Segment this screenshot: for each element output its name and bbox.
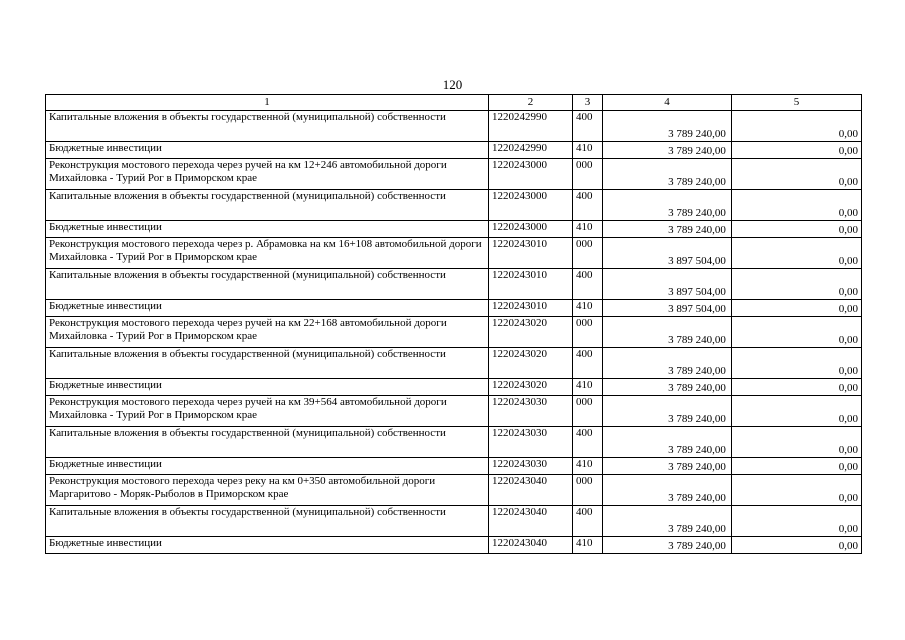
cell-sum-value: 3 789 240,00	[668, 334, 726, 346]
cell-name: Бюджетные инвестиции	[46, 221, 489, 238]
cell-vr: 400	[573, 348, 603, 379]
cell-vr: 000	[573, 238, 603, 269]
table-row	[46, 458, 862, 475]
cell-name: Реконструкция мостового перехода через ручей на км 39+564 автомобильной дороги Михайловка - Турий Рог в Приморском крае	[46, 396, 489, 427]
cell-vr: 410	[573, 300, 603, 317]
cell-sum-value: 3 897 504,00	[668, 255, 726, 267]
cell-sum	[603, 475, 732, 506]
cell-code: 1220243040	[489, 475, 573, 506]
cell-name: Реконструкция мостового перехода через ручей на км 12+246 автомобильной дороги Михайловка - Турий Рог в Приморском крае	[46, 159, 489, 190]
cell-vr: 000	[573, 317, 603, 348]
budget-table	[45, 94, 862, 554]
cell-sum	[603, 317, 732, 348]
page-number: 120	[442, 77, 463, 92]
cell-name: Капитальные вложения в объекты государственной (муниципальной) собственности	[46, 111, 489, 142]
cell-vr: 410	[573, 221, 603, 238]
cell-sum	[603, 221, 732, 238]
cell-sum-value: 3 789 240,00	[668, 492, 726, 504]
cell-name: Капитальные вложения в объекты государственной (муниципальной) собственности	[46, 269, 489, 300]
cell-plan: 0,00	[732, 317, 862, 348]
cell-plan: 0,00	[732, 269, 862, 300]
table-row	[46, 159, 862, 190]
cell-sum-value: 3 789 240,00	[668, 128, 726, 140]
table-body	[46, 95, 862, 554]
table-row	[46, 221, 862, 238]
cell-name: Капитальные вложения в объекты государственной (муниципальной) собственности	[46, 348, 489, 379]
cell-sum	[603, 396, 732, 427]
cell-plan: 0,00	[732, 190, 862, 221]
table-row	[46, 190, 862, 221]
cell-plan: 0,00	[732, 300, 862, 317]
cell-code: 1220243030	[489, 396, 573, 427]
cell-name: Реконструкция мостового перехода через р. Абрамовка на км 16+108 автомобильной дороги Михайловка - Турий Рог в Приморском крае	[46, 238, 489, 269]
cell-sum	[603, 159, 732, 190]
header-col-plan: 5	[732, 95, 862, 111]
cell-plan: 0,00	[732, 537, 862, 554]
cell-vr: 400	[573, 269, 603, 300]
cell-code: 1220243010	[489, 300, 573, 317]
table-row	[46, 396, 862, 427]
cell-sum	[603, 458, 732, 475]
cell-sum-value: 3 789 240,00	[668, 523, 726, 535]
cell-sum	[603, 506, 732, 537]
cell-sum	[603, 111, 732, 142]
table-row	[46, 427, 862, 458]
cell-sum-value: 3 789 240,00	[668, 413, 726, 425]
table-row	[46, 142, 862, 159]
table-row	[46, 238, 862, 269]
cell-vr: 000	[573, 396, 603, 427]
header-col-code: 2	[489, 95, 573, 111]
cell-code: 1220243010	[489, 269, 573, 300]
table-row	[46, 317, 862, 348]
cell-sum-value: 3 789 240,00	[668, 176, 726, 188]
cell-plan: 0,00	[732, 458, 862, 475]
table-row	[46, 379, 862, 396]
cell-code: 1220243010	[489, 238, 573, 269]
cell-sum-value: 3 789 240,00	[668, 207, 726, 219]
cell-vr: 000	[573, 159, 603, 190]
table-row	[46, 300, 862, 317]
cell-vr: 410	[573, 379, 603, 396]
cell-plan: 0,00	[732, 348, 862, 379]
table-row	[46, 506, 862, 537]
header-row	[46, 95, 862, 111]
header-col-sum: 4	[603, 95, 732, 111]
cell-sum	[603, 379, 732, 396]
cell-plan: 0,00	[732, 238, 862, 269]
cell-sum	[603, 300, 732, 317]
cell-name: Бюджетные инвестиции	[46, 142, 489, 159]
cell-plan: 0,00	[732, 111, 862, 142]
cell-vr: 400	[573, 111, 603, 142]
cell-sum-value: 3 789 240,00	[668, 224, 726, 236]
cell-code: 1220243030	[489, 427, 573, 458]
cell-sum-value: 3 789 240,00	[668, 444, 726, 456]
cell-name: Бюджетные инвестиции	[46, 458, 489, 475]
cell-name: Бюджетные инвестиции	[46, 300, 489, 317]
cell-plan: 0,00	[732, 427, 862, 458]
cell-sum	[603, 238, 732, 269]
cell-code: 1220243000	[489, 190, 573, 221]
cell-vr: 410	[573, 537, 603, 554]
cell-vr: 410	[573, 142, 603, 159]
cell-sum-value: 3 897 504,00	[668, 286, 726, 298]
cell-code: 1220243020	[489, 348, 573, 379]
cell-name: Реконструкция мостового перехода через реку на км 0+350 автомобильной дороги Маргаритово - Моряк-Рыболов в Приморском крае	[46, 475, 489, 506]
table-row	[46, 537, 862, 554]
cell-code: 1220243020	[489, 379, 573, 396]
cell-code: 1220243020	[489, 317, 573, 348]
cell-vr: 400	[573, 427, 603, 458]
cell-sum-value: 3 897 504,00	[668, 303, 726, 315]
table-row	[46, 348, 862, 379]
cell-name: Капитальные вложения в объекты государственной (муниципальной) собственности	[46, 506, 489, 537]
cell-plan: 0,00	[732, 379, 862, 396]
table-row	[46, 269, 862, 300]
cell-plan: 0,00	[732, 475, 862, 506]
cell-sum-value: 3 789 240,00	[668, 145, 726, 157]
cell-code: 1220242990	[489, 142, 573, 159]
cell-name: Капитальные вложения в объекты государственной (муниципальной) собственности	[46, 427, 489, 458]
cell-plan: 0,00	[732, 506, 862, 537]
cell-sum	[603, 537, 732, 554]
cell-sum	[603, 142, 732, 159]
cell-sum-value: 3 789 240,00	[668, 382, 726, 394]
cell-sum	[603, 190, 732, 221]
cell-vr: 000	[573, 475, 603, 506]
cell-plan: 0,00	[732, 159, 862, 190]
header-col-name: 1	[46, 95, 489, 111]
cell-sum-value: 3 789 240,00	[668, 540, 726, 552]
cell-plan: 0,00	[732, 396, 862, 427]
cell-sum	[603, 269, 732, 300]
cell-code: 1220243000	[489, 159, 573, 190]
cell-plan: 0,00	[732, 142, 862, 159]
cell-plan: 0,00	[732, 221, 862, 238]
cell-sum	[603, 348, 732, 379]
header-col-vr: 3	[573, 95, 603, 111]
cell-code: 1220243040	[489, 537, 573, 554]
cell-name: Реконструкция мостового перехода через ручей на км 22+168 автомобильной дороги Михайловка - Турий Рог в Приморском крае	[46, 317, 489, 348]
cell-sum-value: 3 789 240,00	[668, 461, 726, 473]
cell-code: 1220243040	[489, 506, 573, 537]
cell-code: 1220243030	[489, 458, 573, 475]
table-row	[46, 111, 862, 142]
cell-sum	[603, 427, 732, 458]
cell-name: Бюджетные инвестиции	[46, 537, 489, 554]
table-row	[46, 475, 862, 506]
cell-name: Бюджетные инвестиции	[46, 379, 489, 396]
cell-vr: 400	[573, 506, 603, 537]
cell-sum-value: 3 789 240,00	[668, 365, 726, 377]
cell-code: 1220242990	[489, 111, 573, 142]
cell-name: Капитальные вложения в объекты государственной (муниципальной) собственности	[46, 190, 489, 221]
cell-vr: 410	[573, 458, 603, 475]
cell-vr: 400	[573, 190, 603, 221]
cell-code: 1220243000	[489, 221, 573, 238]
